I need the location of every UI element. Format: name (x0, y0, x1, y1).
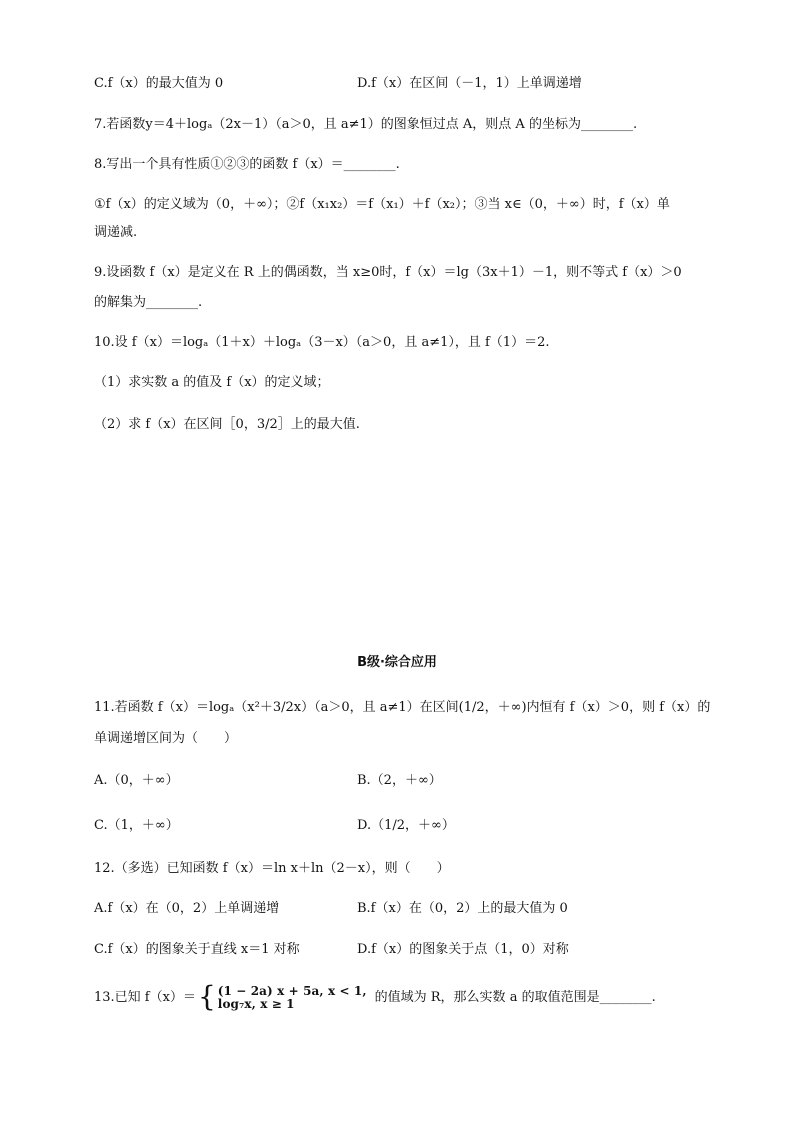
question-10-part-1: （1）求实数 a 的值及 f（x）的定义域； (94, 375, 330, 390)
question-13 (94, 980, 656, 1013)
question-11-option-b: B.（2，＋∞） (357, 773, 442, 788)
question-11-option-c: C.（1，＋∞） (94, 818, 179, 833)
question-8-condition-line-1: ①f（x）的定义域为（0，＋∞）；②f（x₁x₂）＝f（x₁）＋f（x₂）；③当 x∈（0，＋∞）时，f（x）单 (94, 197, 670, 212)
question-7: 7.若函数y＝4＋logₐ（2x－1）（a＞0，且 a≠1）的图象恒过点 A，则点 A 的坐标为________. (94, 117, 638, 132)
question-12-option-a: A.f（x）在（0，2）上单调递增 (94, 901, 280, 916)
question-11-option-d: D.（1/2，＋∞） (357, 818, 455, 833)
section-heading: B级·综合应用 (357, 655, 437, 670)
piecewise-case-1: (1 − 2a) x + 5a, x < 1, (217, 984, 367, 999)
question-10-part-2: （2）求 f（x）在区间［0，3/2］上的最大值. (94, 417, 360, 432)
question-13-prefix: 13.已知 f（x）＝ (94, 989, 196, 1005)
question-12: 12.（多选）已知函数 f（x）＝ln x＋ln（2－x），则（ ） (94, 861, 450, 876)
question-12-option-c: C.f（x）的图象关于直线 x＝1 对称 (94, 942, 300, 957)
left-brace-icon: { (197, 980, 216, 1013)
question-10: 10.设 f（x）＝logₐ（1＋x）＋logₐ（3－x）（a＞0，且 a≠1），且 f（1）＝2. (94, 335, 550, 350)
question-11-line-2: 单调递增区间为（ ） (94, 731, 238, 746)
c-option: C.f（x）的最大值为 0 (94, 76, 224, 91)
question-8-condition-line-2: 调递减. (94, 225, 138, 240)
piecewise-function (197, 980, 367, 1013)
question-9-line-2: 的解集为________. (94, 295, 203, 310)
question-12-option-b: B.f（x）在（0，2）上的最大值为 0 (357, 901, 568, 916)
question-11-line-1: 11.若函数 f（x）＝logₐ（x²＋3/2x）（a＞0，且 a≠1）在区间(1/2，＋∞)内恒有 f（x）＞0，则 f（x）的 (94, 700, 711, 715)
piecewise-cases (218, 985, 367, 1010)
question-13-suffix: 的值域为 R，那么实数 a 的取值范围是________. (374, 989, 656, 1005)
piecewise-case-2: log₇x, x ≥ 1 (217, 997, 295, 1011)
question-11-option-a: A.（0，＋∞） (94, 773, 179, 788)
question-12-option-d: D.f（x）的图象关于点（1，0）对称 (357, 942, 569, 957)
d-option: D.f（x）在区间（－1，1）上单调递增 (357, 76, 582, 91)
question-9-line-1: 9.设函数 f（x）是定义在 R 上的偶函数，当 x≥0时，f（x）＝lg（3x＋1）－1，则不等式 f（x）＞0 (94, 265, 682, 280)
question-8: 8.写出一个具有性质①②③的函数 f（x）＝________. (94, 157, 400, 172)
